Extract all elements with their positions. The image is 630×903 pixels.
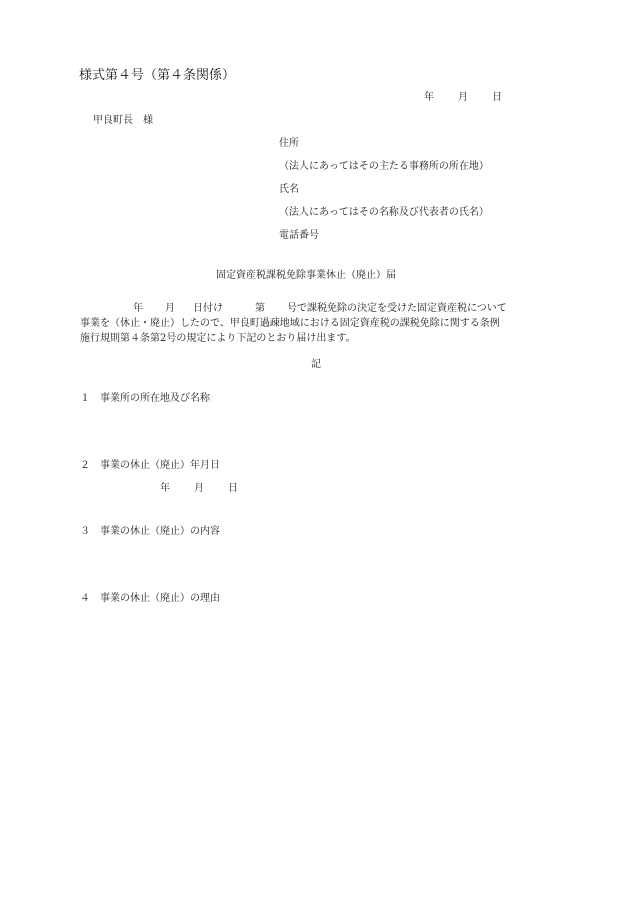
date-day: 日 bbox=[492, 92, 502, 103]
item-2-label: 事業の休止（廃止）年月日 bbox=[100, 460, 220, 471]
item-3 bbox=[80, 522, 220, 537]
addressee: 甲良町長 様 bbox=[93, 115, 153, 126]
item-1-number: １ bbox=[80, 393, 90, 404]
address-label: 住所 bbox=[279, 138, 299, 149]
item-3-number: ３ bbox=[80, 526, 90, 537]
body-line-1 bbox=[80, 299, 507, 314]
item-2-number: ２ bbox=[80, 460, 90, 471]
address-note: （法人にあってはその主たる事務所の所在地） bbox=[279, 161, 489, 172]
item-4-number: ４ bbox=[80, 593, 90, 604]
document-title: 固定資産税課税免除事業休止（廃止）届 bbox=[216, 270, 396, 281]
item-1-label: 事業所の所在地及び名称 bbox=[100, 393, 210, 404]
body-dai: 第 bbox=[255, 303, 265, 314]
item-2-month: 月 bbox=[194, 483, 204, 494]
body-line-1-rest: 号で課税免除の決定を受けた固定資産税について bbox=[287, 303, 507, 314]
item-2-year: 年 bbox=[160, 483, 170, 494]
name-label: 氏名 bbox=[279, 184, 299, 195]
date-year: 年 bbox=[424, 92, 434, 103]
name-note: （法人にあってはその名称及び代表者の氏名） bbox=[279, 207, 489, 218]
item-2-date bbox=[160, 479, 238, 494]
body-month: 月 bbox=[165, 303, 175, 314]
ki-heading: 記 bbox=[311, 359, 321, 370]
item-2 bbox=[80, 456, 220, 471]
item-1 bbox=[80, 389, 210, 404]
item-4 bbox=[80, 589, 220, 604]
body-line-3: 施行規則第４条第2号の規定により下記のとおり届け出ます。 bbox=[80, 333, 356, 344]
form-number: 様式第４号（第４条関係） bbox=[79, 68, 236, 83]
item-3-label: 事業の休止（廃止）の内容 bbox=[100, 526, 220, 537]
date-month: 月 bbox=[458, 92, 468, 103]
body-dated: 日付け bbox=[193, 303, 223, 314]
body-line-2: 事業を（休止・廃止）したので、甲良町過疎地域における固定資産税の課税免除に関する条例 bbox=[80, 318, 500, 329]
phone-label: 電話番号 bbox=[279, 230, 319, 241]
item-4-label: 事業の休止（廃止）の理由 bbox=[100, 593, 220, 604]
date-header bbox=[424, 88, 502, 103]
item-2-day: 日 bbox=[228, 483, 238, 494]
body-year: 年 bbox=[133, 303, 143, 314]
